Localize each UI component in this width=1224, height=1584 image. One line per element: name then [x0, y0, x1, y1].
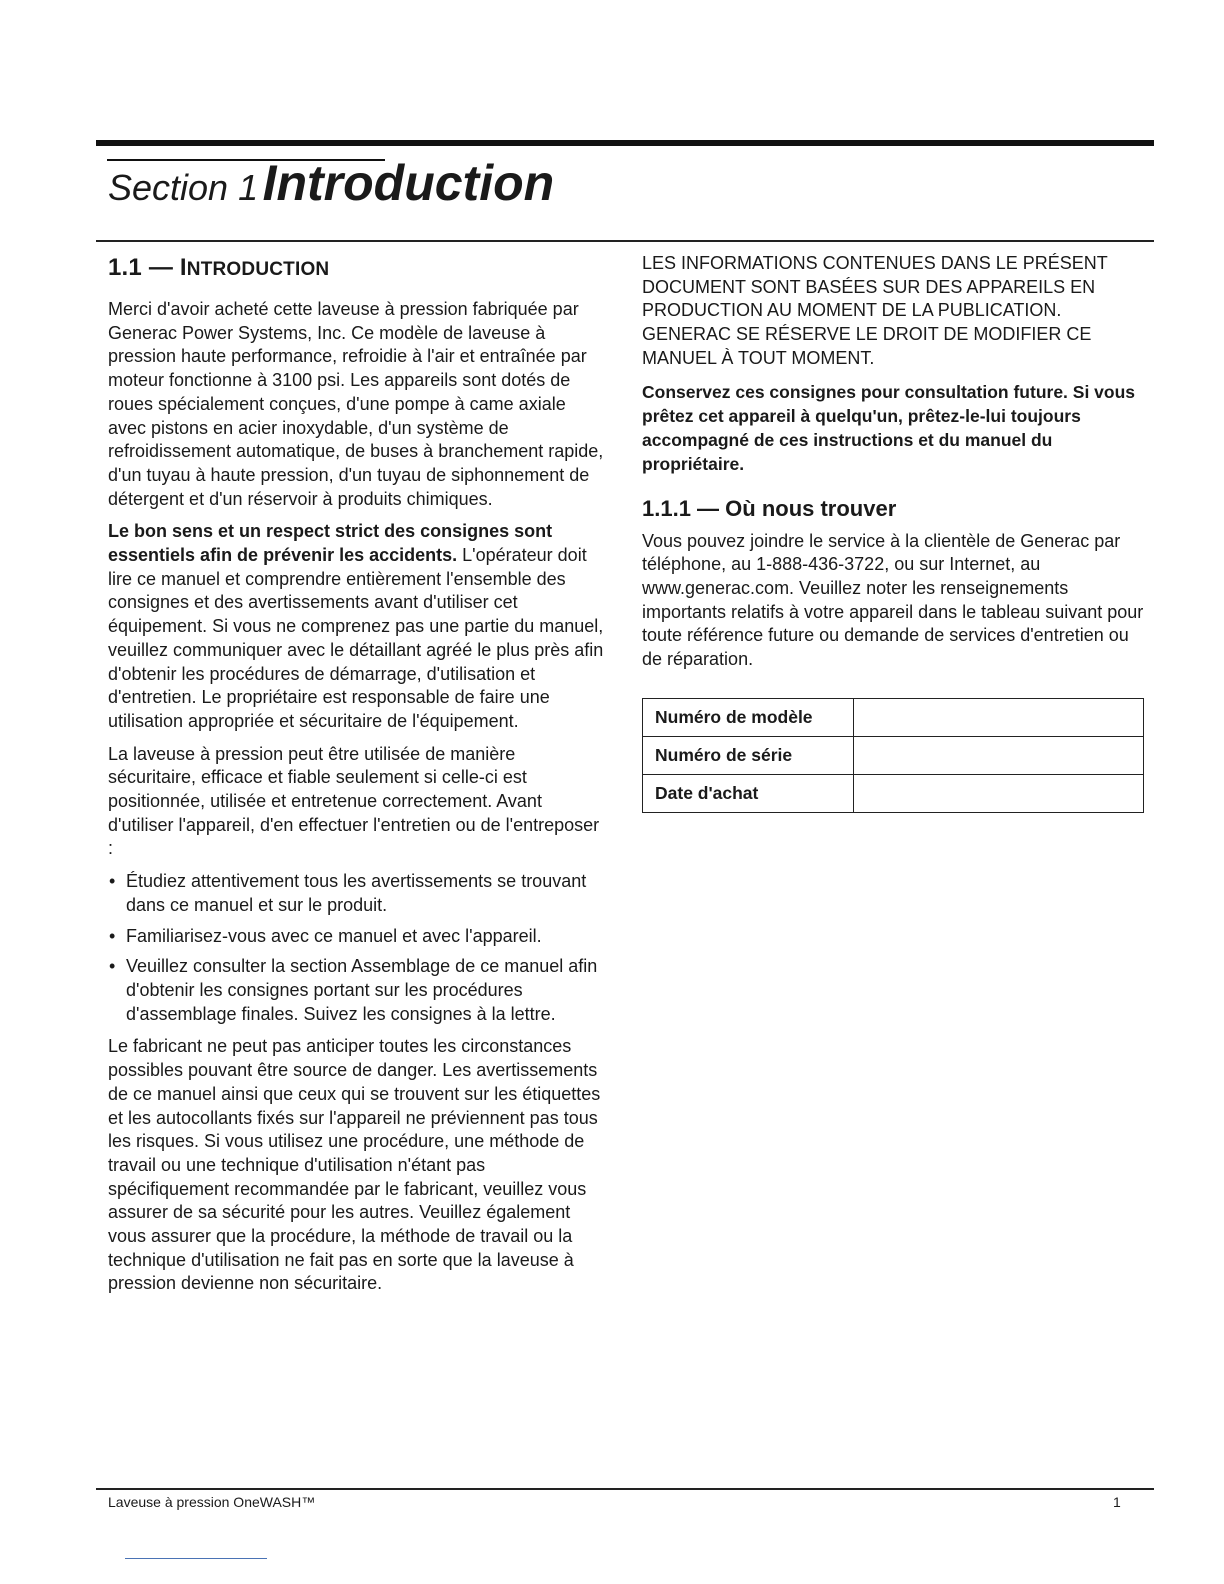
heading-rule [96, 240, 1154, 242]
serial-number-value [854, 736, 1144, 774]
disclaimer-paragraph: LES INFORMATIONS CONTENUES DANS LE PRÉSENT DOCUMENT SONT BASÉES SUR DES APPAREILS EN PRODUCTION AU MOMENT DE LA PUBLICATION. GENERAC SE RÉSERVE LE DROIT DE MODIFIER CE MANUEL À TOUT MOMENT. [642, 253, 1108, 368]
footer-rule [96, 1488, 1154, 1490]
intro-heading: 1.1 — INTRODUCTION [108, 254, 330, 281]
list-item: • Étudiez attentivement tous les avertissements se trouvant dans ce manuel et sur le produit. [109, 871, 587, 915]
page-number: 1 [1113, 1494, 1121, 1510]
footer-title: Laveuse à pression OneWASH™ [108, 1494, 316, 1510]
model-number-value [854, 698, 1144, 736]
section-label: Section 1 [108, 167, 259, 208]
model-number-label: Numéro de modèle [643, 698, 854, 736]
purchase-date-value [854, 774, 1144, 812]
list-item: • Veuillez consulter la section Assemblage de ce manuel afin d'obtenir les consignes portant sur les procédures d'assemblage finales. Suivez les consignes à la lettre. [109, 956, 598, 1024]
section-heading [108, 155, 555, 211]
keep-instructions-paragraph: Conservez ces consignes pour consultation future. Si vous prêtez cet appareil à quelqu'un, prêtez-le-lui toujours accompagné de ces instructions et du manuel du propriétaire. [642, 381, 1136, 474]
list-item: • Familiarisez-vous avec ce manuel et avec l'appareil. [109, 925, 542, 946]
safety-emphasis: Le bon sens et un respect strict des consignes sont essentiels afin de prévenir les accidents. [108, 521, 553, 566]
product-info-table [642, 698, 1144, 813]
contact-heading: 1.1.1 — Où nous trouver [642, 495, 897, 521]
manufacturer-paragraph: Le fabricant ne peut pas anticiper toutes les circonstances possibles pouvant être source de danger. Les avertissements de ce manuel ainsi que ceux qui se trouvent sur les étiquettes et les autocollants fixés sur l'appareil ne préviennent pas tous les risques. Si vous utilisez une procédure, une méthode de travail ou une technique d'utilisation n'étant pas spécifiquement recommandée par le fabricant, veuillez vous assurer de sa sécurité pour les autres. Veuillez également vous assurer que la procédure, la méthode de travail ou la technique d'utilisation ne fait pas en sorte que la laveuse à pression devienne non sécuritaire. [108, 1036, 601, 1294]
table-row [643, 774, 1144, 812]
intro-paragraph: Merci d'avoir acheté cette laveuse à pression fabriquée par Generac Power Systems, Inc. Ce modèle de laveuse à pression haute performance, refroidie à l'air et entraînée par moteur fonctionne à 3100 psi. Les appareils sont dotés de roues spécialement conçues, d'une pompe à came axiale avec pistons en acier inoxydable, d'un système de refroidissement automatique, de buses à branchement rapide, d'un tuyau à haute pression, d'un tuyau de siphonnement de détergent et d'un réservoir à produits chimiques. [108, 299, 604, 509]
usage-paragraph: La laveuse à pression peut être utilisée de manière sécuritaire, efficace et fiable seulement si celle-ci est positionnée, utilisée et entretenue correctement. Avant d'utiliser l'appareil, d'en effectuer l'entretien ou de l'entreposer : [108, 743, 600, 859]
left-column [108, 252, 608, 1305]
serial-number-label: Numéro de série [643, 736, 854, 774]
safety-paragraph: Le bon sens et un respect strict des consignes sont essentiels afin de prévenir les accidents. L'opérateur doit lire ce manuel et comprendre entièrement l'ensemble des consignes et des avertissements avant d'utiliser cet équipement. Si vous ne comprenez pas une partie du manuel, veuillez communiquer avec le détaillant agréé le plus près afin d'obtenir les procédures de démarrage, d'utilisation et d'entretien. Le propriétaire est responsable de faire une utilisation appropriée et sécuritaire de l'équipement. [108, 521, 604, 731]
precaution-list [108, 870, 608, 1026]
contact-paragraph: Vous pouvez joindre le service à la clientèle de Generac par téléphone, au 1-888-436-3722, ou sur Internet, au www.generac.com. Veuillez noter les renseignements importants relatifs à votre appareil dans le tableau suivant pour toute référence future ou demande de services d'entretien ou de réparation. [642, 530, 1144, 670]
footer-decorative-line [125, 1558, 267, 1559]
section-title: Introduction [262, 155, 555, 211]
table-row [643, 736, 1144, 774]
top-rule [96, 140, 1154, 146]
purchase-date-label: Date d'achat [643, 774, 854, 812]
table-row [643, 698, 1144, 736]
right-column [642, 252, 1147, 813]
